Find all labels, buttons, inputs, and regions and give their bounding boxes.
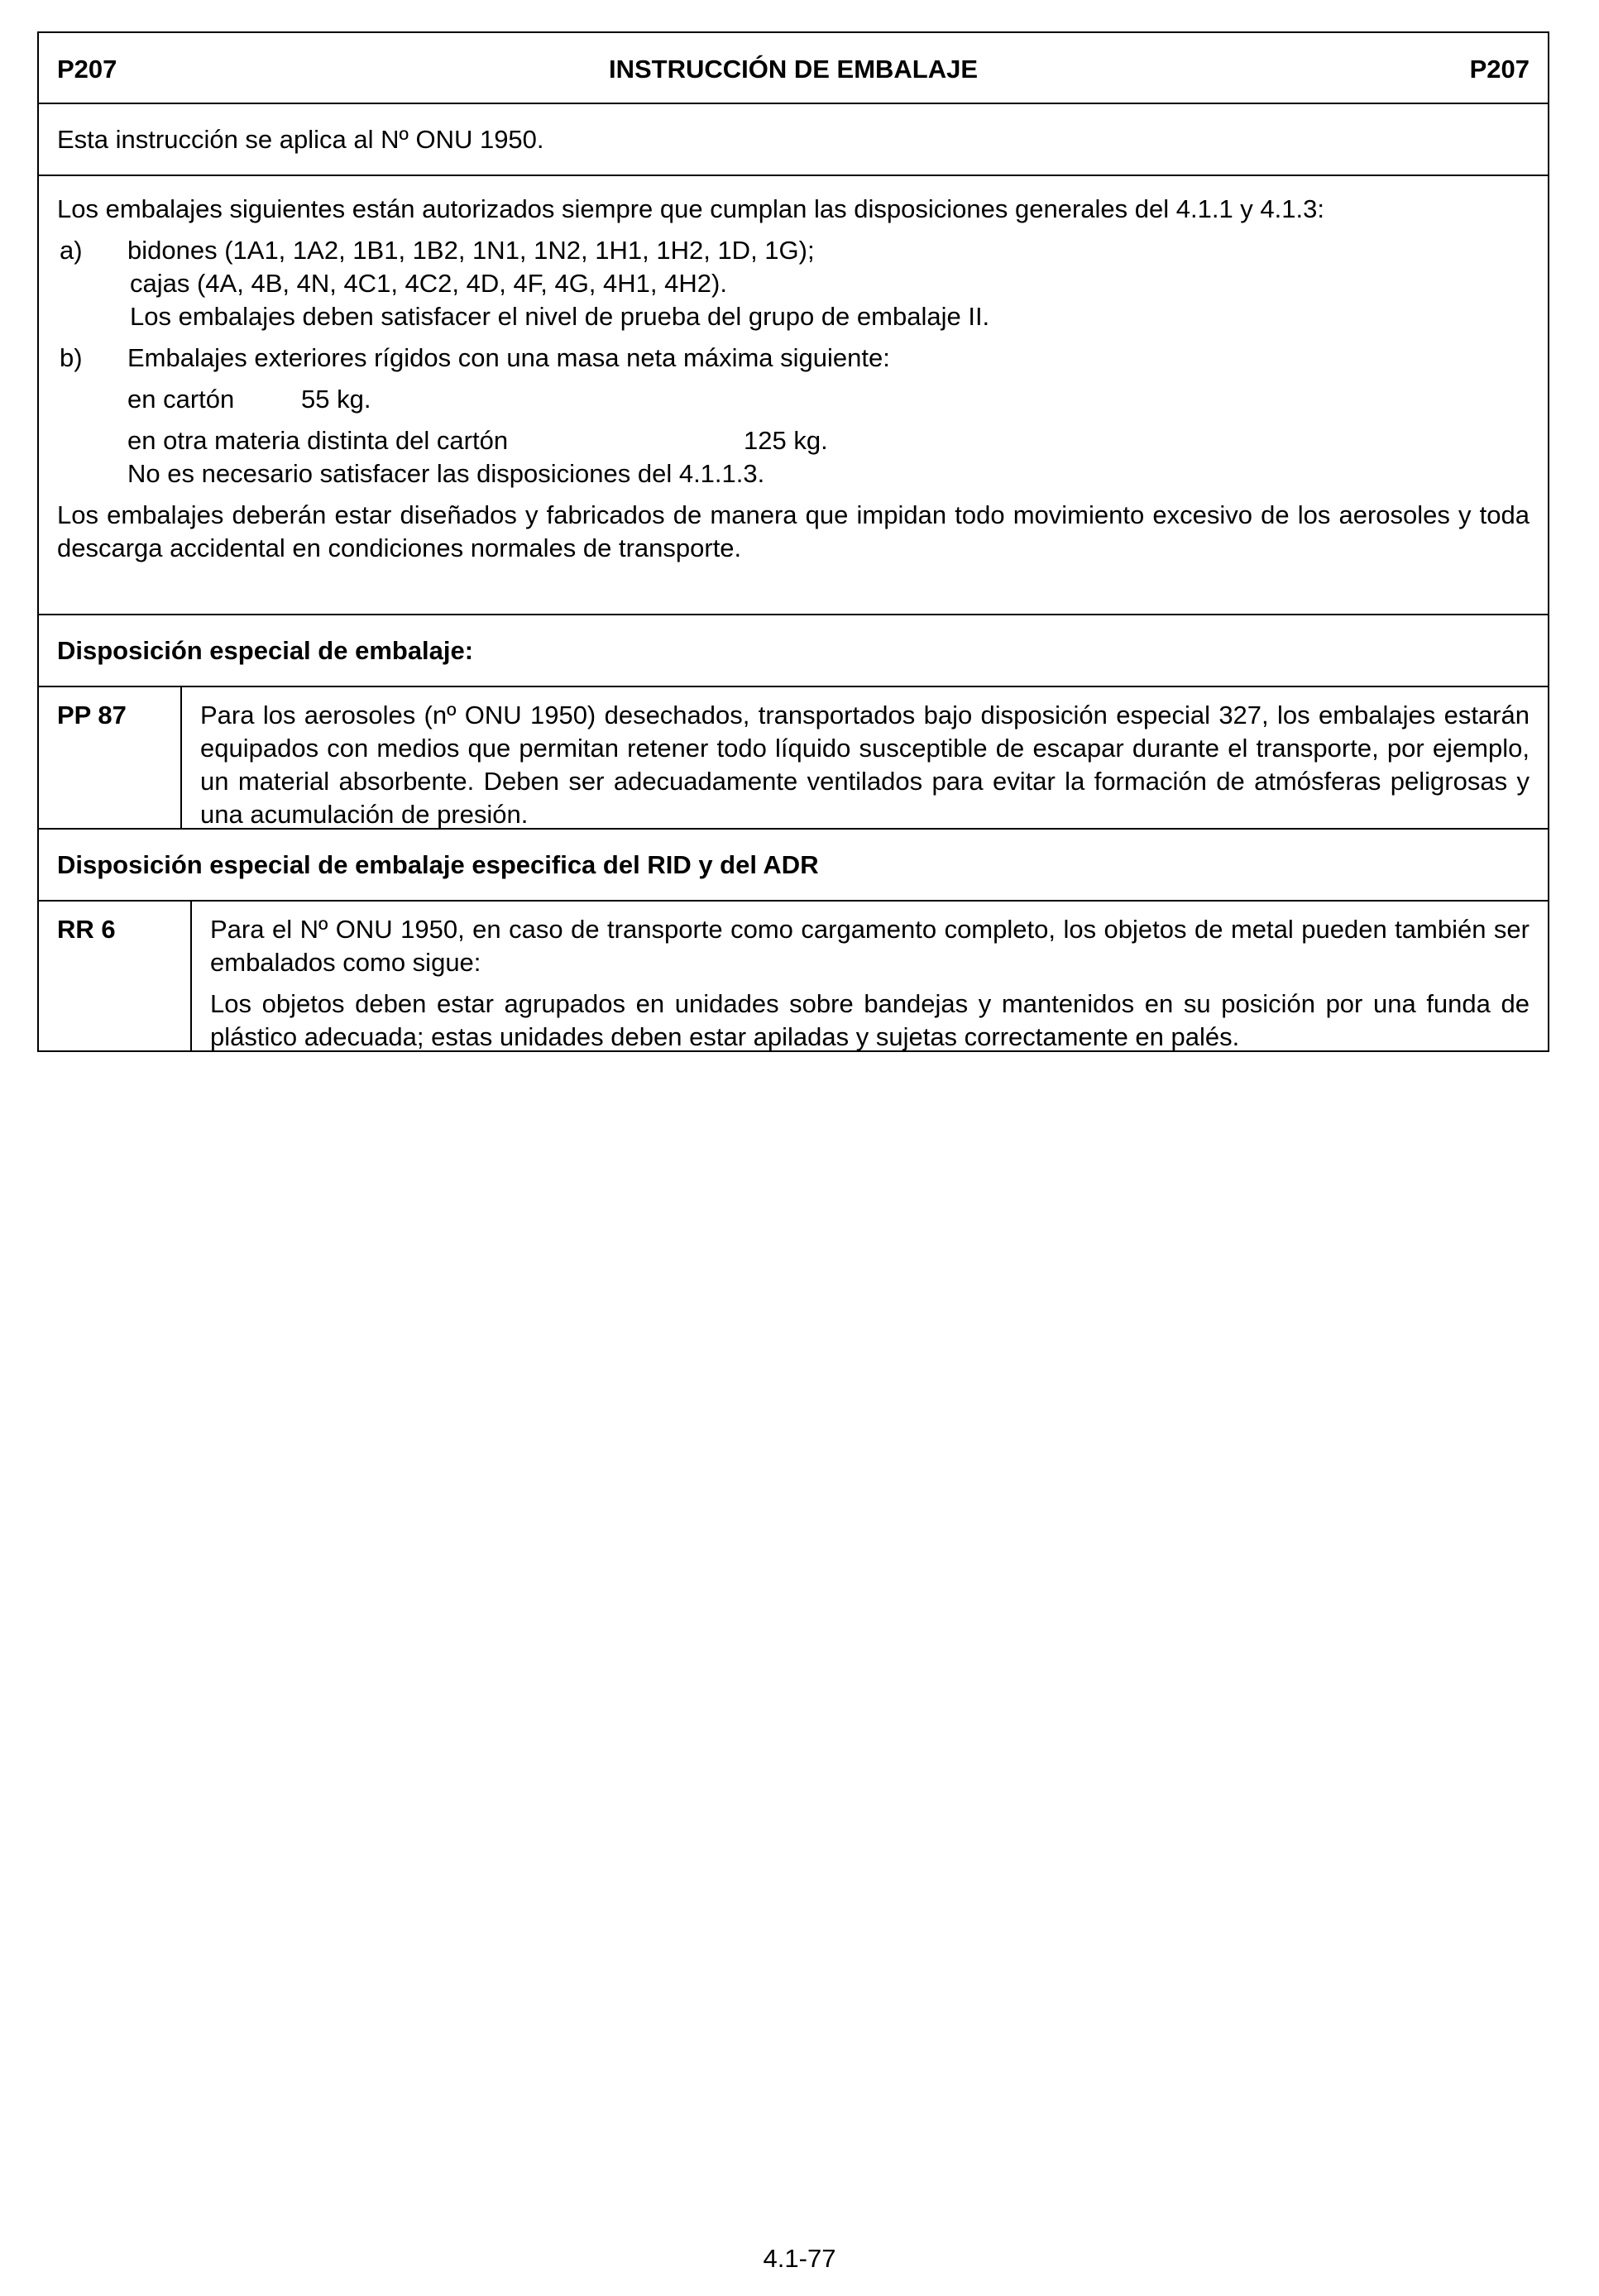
instruction-code-left: P207: [57, 55, 117, 84]
applies-to-text: Esta instrucción se aplica al Nº ONU 1950.: [57, 125, 544, 154]
packing-instruction-table: [37, 31, 1549, 1052]
item-b: [57, 342, 1530, 375]
item-b-letter: b): [60, 343, 83, 372]
instruction-title: INSTRUCCIÓN DE EMBALAJE: [608, 55, 979, 84]
rid-adr-title: Disposición especial de embalaje especifica del RID y del ADR: [57, 850, 819, 879]
item-b-note: No es necesario satisfacer las disposiciones del 4.1.1.3.: [127, 459, 765, 488]
page-number: 4.1-77: [763, 2244, 836, 2273]
item-a-letter: a): [60, 236, 83, 265]
mass-line-other: [57, 424, 1530, 457]
carton-value: 55 kg.: [301, 385, 371, 414]
authorized-packagings-row: [39, 176, 1548, 615]
closing-paragraph: Los embalajes deberán estar diseñados y fabricados de manera que impidan todo movimiento excesivo de los aerosoles y toda descarga accidental en condiciones normales de transporte.: [57, 500, 1530, 562]
item-a-line-drums: bidones (1A1, 1A2, 1B1, 1B2, 1N1, 1N2, 1H1, 1H2, 1D, 1G);: [127, 236, 815, 265]
item-a-line-boxes: cajas (4A, 4B, 4N, 4C1, 4C2, 4D, 4F, 4G, 4H1, 4H2).: [130, 269, 727, 298]
rr6-content: [192, 902, 1548, 1050]
instruction-code-right: P207: [1469, 55, 1530, 84]
applies-to-row: [39, 104, 1548, 176]
other-material-value: 125 kg.: [744, 426, 828, 455]
carton-label: en cartón: [127, 385, 235, 414]
rr6-code: RR 6: [39, 902, 192, 1050]
item-a-line-test-level: Los embalajes deben satisfacer el nivel de prueba del grupo de embalaje II.: [130, 302, 990, 331]
rid-adr-title-row: [39, 830, 1548, 902]
rr6-text-1: Para el Nº ONU 1950, en caso de transporte como cargamento completo, los objetos de metal pueden también ser embalados como sigue:: [210, 915, 1530, 977]
other-material-label: en otra materia distinta del cartón: [127, 426, 509, 455]
special-provision-title: Disposición especial de embalaje:: [57, 636, 474, 665]
rr6-row: [39, 902, 1548, 1050]
pp87-text: Para los aerosoles (nº ONU 1950) desechados, transportados bajo disposición especial 327, los embalajes estarán equipados con medios que permitan retener todo líquido susceptible de escapar durante el transporte, por ejemplo, un material absorbente. Deben ser adecuadamente ventilados para evitar la formación de atmósferas peligrosas y una acumulación de presión.: [200, 701, 1530, 829]
special-provision-title-row: [39, 615, 1548, 687]
authorized-intro: Los embalajes siguientes están autorizados siempre que cumplan las disposiciones generales del 4.1.1 y 4.1.3:: [57, 194, 1324, 223]
mass-line-carton: [57, 383, 1530, 416]
item-b-line-rigid-outer: Embalajes exteriores rígidos con una masa neta máxima siguiente:: [127, 343, 890, 372]
item-a: [57, 234, 1530, 333]
pp87-row: [39, 687, 1548, 830]
pp87-code: PP 87: [39, 687, 182, 828]
rr6-text-2: Los objetos deben estar agrupados en unidades sobre bandejas y mantenidos en su posición por una funda de plástico adecuada; estas unidades deben estar apiladas y sujetas correctamente en palés.: [210, 989, 1530, 1051]
table-header-row: [39, 33, 1548, 104]
